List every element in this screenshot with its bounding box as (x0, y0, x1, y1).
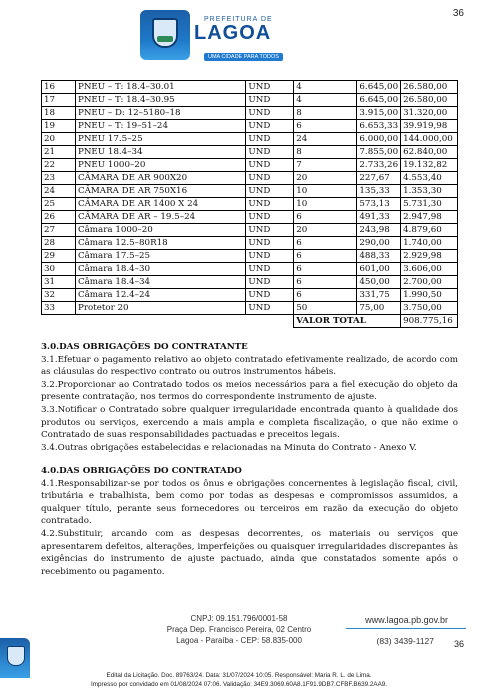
unit-cell: UND (246, 146, 294, 159)
unit-cell: UND (246, 133, 294, 146)
quantity-cell: 6 (294, 250, 357, 263)
empty-cell (246, 315, 294, 328)
quantity-cell: 7 (294, 159, 357, 172)
items-table (41, 80, 458, 328)
description-cell: CÂMARA DE AR 750X16 (75, 185, 245, 198)
item-number-cell: 18 (42, 107, 76, 120)
item-number-cell: 31 (42, 276, 76, 289)
table-row (42, 94, 458, 107)
clause-4-1: 4.1.Responsabilizar-se por todos os ônus e obrigações concernentes à legislação fiscal, civil, tributária e trabalhista, bem como por todas as despesas e compromissos assumidos, a qualquer título, perante seus fornecedores ou terceiros em razão da execução do objeto contratado. (41, 478, 458, 527)
total-cell: 5.731,30 (401, 198, 458, 211)
footer-city-cep: Lagoa - Paraíba - CEP: 58.835-000 (176, 636, 302, 645)
section-3 (41, 341, 458, 454)
description-cell: Câmara 12.5–80R18 (75, 237, 245, 250)
table-row (42, 81, 458, 94)
quantity-cell: 6 (294, 276, 357, 289)
total-cell: 2.700,00 (401, 276, 458, 289)
quantity-cell: 6 (294, 263, 357, 276)
quantity-cell: 20 (294, 224, 357, 237)
description-cell: PNEU 17.5–25 (75, 133, 245, 146)
unit-cell: UND (246, 263, 294, 276)
unit-price-cell: 290,00 (357, 237, 401, 250)
unit-price-cell: 6.645,00 (357, 94, 401, 107)
unit-cell: UND (246, 159, 294, 172)
unit-price-cell: 227,67 (357, 172, 401, 185)
quantity-cell: 10 (294, 185, 357, 198)
item-number-cell: 19 (42, 120, 76, 133)
description-cell: Câmara 12.4–24 (75, 289, 245, 302)
total-cell: 144.000,00 (401, 133, 458, 146)
quantity-cell: 6 (294, 120, 357, 133)
item-number-cell: 24 (42, 185, 76, 198)
total-cell: 62.840,00 (401, 146, 458, 159)
table-row (42, 250, 458, 263)
item-number-cell: 20 (42, 133, 76, 146)
page-number-top: 36 (452, 8, 464, 19)
unit-cell: UND (246, 120, 294, 133)
description-cell: Câmara 18.4–34 (75, 276, 245, 289)
description-cell: PNEU – T: 19–51–24 (75, 120, 245, 133)
description-cell: PNEU – T: 18.4–30.95 (75, 94, 245, 107)
table-row (42, 133, 458, 146)
unit-price-cell: 7.855,00 (357, 146, 401, 159)
unit-price-cell: 135,33 (357, 185, 401, 198)
logo-city-name: LAGOA (194, 22, 272, 44)
unit-cell: UND (246, 211, 294, 224)
quantity-cell: 10 (294, 198, 357, 211)
description-cell: Câmara 17.5–25 (75, 250, 245, 263)
total-cell: 26.580,00 (401, 94, 458, 107)
unit-cell: UND (246, 250, 294, 263)
section-4-heading: 4.0.DAS OBRIGAÇÕES DO CONTRATADO (41, 466, 242, 476)
total-row (42, 315, 458, 328)
clause-3-3: 3.3.Notificar o Contratado sobre qualquer irregularidade encontrada quanto à qualidade dos produtos ou serviços, exercendo a mais ampla e completa fiscalização, o que não exime o Contratado de suas responsabilidades pactuadas e preceitos legais. (41, 404, 458, 441)
unit-cell: UND (246, 198, 294, 211)
description-cell: PNEU – D: 12–5180–18 (75, 107, 245, 120)
quantity-cell: 8 (294, 146, 357, 159)
description-cell: Câmara 18.4–30 (75, 263, 245, 276)
item-number-cell: 21 (42, 146, 76, 159)
quantity-cell: 4 (294, 81, 357, 94)
clause-3-4: 3.4.Outras obrigações estabelecidas e relacionadas na Minuta do Contrato - Anexo V. (41, 442, 417, 453)
table-row (42, 276, 458, 289)
total-value: 908.775,16 (401, 315, 458, 328)
item-number-cell: 27 (42, 224, 76, 237)
total-cell: 1.990,50 (401, 289, 458, 302)
table-row (42, 107, 458, 120)
description-cell: CÂMARA DE AR – 19.5–24 (75, 211, 245, 224)
footer (0, 610, 478, 693)
total-cell: 3.750,00 (401, 302, 458, 315)
item-number-cell: 26 (42, 211, 76, 224)
total-cell: 31.320,00 (401, 107, 458, 120)
unit-price-cell: 75,00 (357, 302, 401, 315)
item-number-cell: 32 (42, 289, 76, 302)
unit-cell: UND (246, 107, 294, 120)
item-number-cell: 17 (42, 94, 76, 107)
empty-cell (42, 315, 76, 328)
unit-cell: UND (246, 302, 294, 315)
description-cell: PNEU 18.4–34 (75, 146, 245, 159)
item-number-cell: 25 (42, 198, 76, 211)
footer-page-number: 36 (453, 639, 464, 649)
table-row (42, 185, 458, 198)
item-number-cell: 16 (42, 81, 76, 94)
clause-4-2: 4.2.Substituir, arcando com as despesas decorrentes, os materiais ou serviços que apresentarem defeitos, alterações, imperfeições ou quaisquer irregularidades discrepantes às exigências do instrumento de ajuste pactuado, ainda que constatados somente após o recebimento ou pagamento. (41, 528, 458, 577)
footer-phone: (83) 3439-1127 (376, 636, 434, 646)
section-4 (41, 465, 458, 578)
footer-divider (346, 628, 466, 629)
quantity-cell: 50 (294, 302, 357, 315)
unit-cell: UND (246, 237, 294, 250)
quantity-cell: 20 (294, 172, 357, 185)
unit-cell: UND (246, 276, 294, 289)
total-cell: 2.947,98 (401, 211, 458, 224)
total-cell: 1.740,00 (401, 237, 458, 250)
unit-cell: UND (246, 81, 294, 94)
quantity-cell: 8 (294, 107, 357, 120)
unit-price-cell: 601,00 (357, 263, 401, 276)
quantity-cell: 6 (294, 289, 357, 302)
section-3-heading: 3.0.DAS OBRIGAÇÕES DO CONTRATANTE (41, 342, 248, 352)
item-number-cell: 23 (42, 172, 76, 185)
unit-cell: UND (246, 172, 294, 185)
total-cell: 4.879,60 (401, 224, 458, 237)
table-row (42, 224, 458, 237)
quantity-cell: 4 (294, 94, 357, 107)
table-row (42, 120, 458, 133)
clause-3-1: 3.1.Efetuar o pagamento relativo ao objeto contratado efetivamente realizado, de acordo com as cláusulas do respectivo contrato ou outros instrumentos hábeis. (41, 354, 458, 378)
total-cell: 39.919,98 (401, 120, 458, 133)
item-number-cell: 30 (42, 263, 76, 276)
description-cell: CÂMARA DE AR 1400 X 24 (75, 198, 245, 211)
table-row (42, 289, 458, 302)
table-row (42, 237, 458, 250)
item-number-cell: 28 (42, 237, 76, 250)
unit-price-cell: 488,33 (357, 250, 401, 263)
footer-stamp-line-1: Edital da Licitação. Doc. 89763/24. Data: 31/07/2024 10:05. Responsável: Maria R. L. de Lima. (106, 672, 372, 679)
description-cell: PNEU 1000–20 (75, 159, 245, 172)
unit-price-cell: 6.653,33 (357, 120, 401, 133)
item-number-cell: 22 (42, 159, 76, 172)
description-cell: CÂMARA DE AR 900X20 (75, 172, 245, 185)
item-number-cell: 33 (42, 302, 76, 315)
unit-price-cell: 573,13 (357, 198, 401, 211)
footer-cnpj: CNPJ: 09.151.796/0001-58 (190, 614, 288, 623)
unit-price-cell: 450,00 (357, 276, 401, 289)
unit-cell: UND (246, 94, 294, 107)
coat-of-arms-icon (140, 10, 190, 60)
total-label: VALOR TOTAL (294, 315, 401, 328)
unit-cell: UND (246, 185, 294, 198)
footer-address: Praça Dep. Francisco Pereira, 02 Centro (166, 625, 312, 634)
unit-price-cell: 6.000,00 (357, 133, 401, 146)
description-cell: Câmara 1000–20 (75, 224, 245, 237)
logo-slogan: UMA CIDADE PARA TODOS (204, 53, 283, 61)
unit-cell: UND (246, 289, 294, 302)
total-cell: 4.553,40 (401, 172, 458, 185)
quantity-cell: 6 (294, 211, 357, 224)
unit-price-cell: 3.915,00 (357, 107, 401, 120)
table-row (42, 302, 458, 315)
description-cell: Protetor 20 (75, 302, 245, 315)
table-row (42, 198, 458, 211)
table-row (42, 159, 458, 172)
unit-price-cell: 243,98 (357, 224, 401, 237)
unit-cell: UND (246, 224, 294, 237)
total-cell: 2.929,98 (401, 250, 458, 263)
total-cell: 19.132,82 (401, 159, 458, 172)
logo-prefeitura-label: PREFEITURA DE (204, 16, 273, 23)
unit-price-cell: 6.645,00 (357, 81, 401, 94)
unit-price-cell: 491,33 (357, 211, 401, 224)
table-row (42, 146, 458, 159)
clause-3-2: 3.2.Proporcionar ao Contratado todos os meios necessários para a fiel execução do objeto da presente contratação, nos termos do correspondente instrumento de ajuste. (41, 379, 458, 403)
prefeitura-logo (140, 10, 315, 60)
quantity-cell: 24 (294, 133, 357, 146)
footer-stamp-line-2: Impresso por convidado em 01/08/2024 07:06. Validação: 34E9.3069.60A8.1F91.9DB7.CFBF.B639.2AA9. (90, 681, 388, 688)
description-cell: PNEU – T: 18.4–30.01 (75, 81, 245, 94)
item-number-cell: 29 (42, 250, 76, 263)
quantity-cell: 6 (294, 237, 357, 250)
footer-website-link[interactable]: www.lagoa.pb.gov.br (365, 615, 448, 625)
table-row (42, 172, 458, 185)
unit-price-cell: 2.733,26 (357, 159, 401, 172)
total-cell: 3.606,00 (401, 263, 458, 276)
total-cell: 26.580,00 (401, 81, 458, 94)
unit-price-cell: 331,75 (357, 289, 401, 302)
total-cell: 1.353,30 (401, 185, 458, 198)
table-row (42, 211, 458, 224)
table-row (42, 263, 458, 276)
empty-cell (75, 315, 245, 328)
